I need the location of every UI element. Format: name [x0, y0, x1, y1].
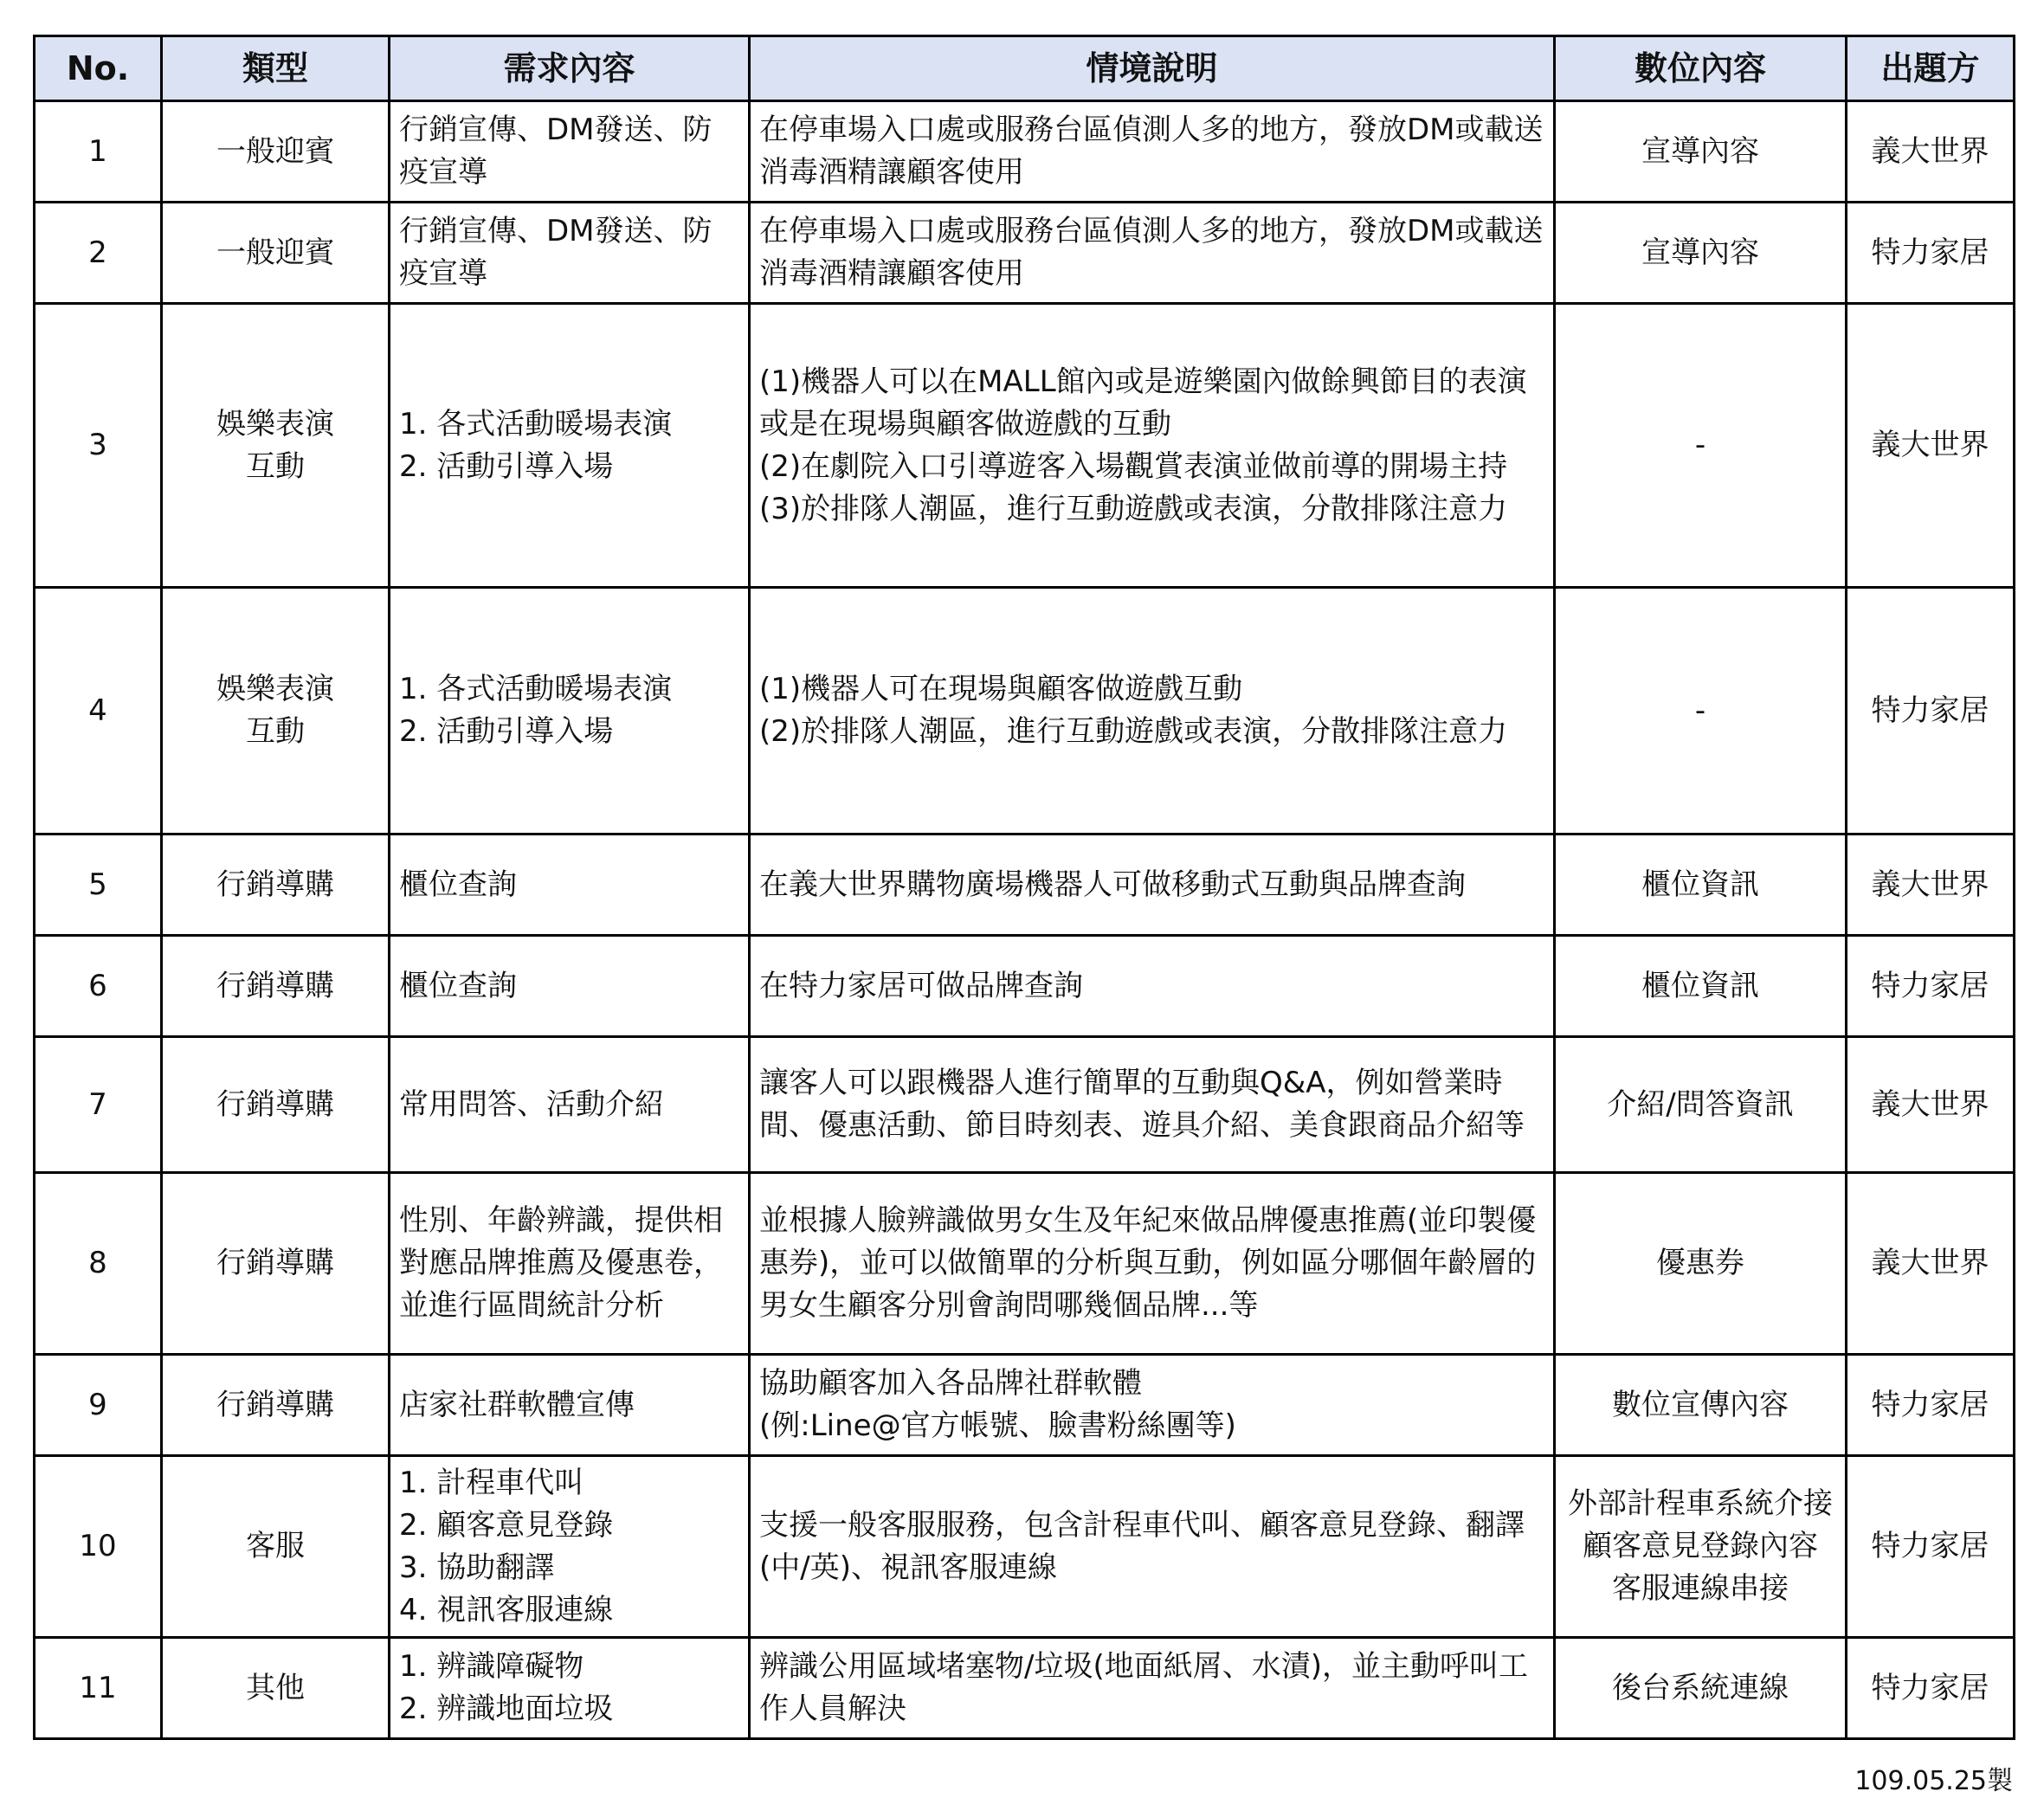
cell-type: [162, 203, 390, 304]
cell-digital: [1555, 1173, 1847, 1355]
cell-digital: [1555, 1037, 1847, 1173]
cell-scenario: [750, 936, 1555, 1037]
cell-type-line: 互動: [246, 448, 305, 484]
cell-scenario-line: 並根據人臉辨識做男女生及年紀來做品牌優惠推薦(並印製優惠券)，並可以做簡單的分析與互動，例如區分哪個年齡層的男女生顧客分別會詢問哪幾個品牌...等: [759, 1203, 1537, 1323]
table-row: [35, 588, 2015, 835]
cell-source: 特力家居: [1847, 588, 2015, 835]
header-row: [35, 36, 2015, 101]
cell-scenario-line: (例:Line@官方帳號、臉書粉絲團等): [759, 1408, 1236, 1443]
cell-need-line: 1. 計程車代叫: [399, 1465, 584, 1500]
table-row: [35, 304, 2015, 588]
cell-source: 特力家居: [1847, 1355, 2015, 1456]
cell-digital-line: 後台系統連線: [1612, 1670, 1789, 1705]
cell-type: [162, 1638, 390, 1739]
cell-digital-line: 宣導內容: [1641, 133, 1759, 169]
cell-need-line: 2. 活動引導入場: [399, 714, 614, 749]
cell-need-line: 3. 協助翻譯: [399, 1550, 555, 1585]
cell-type-line: 其他: [246, 1670, 305, 1705]
cell-need-line: 櫃位查詢: [399, 968, 517, 1003]
cell-need: [390, 1456, 750, 1638]
cell-need: [390, 1037, 750, 1173]
cell-type: [162, 1037, 390, 1173]
cell-digital-line: -: [1694, 428, 1706, 462]
cell-no: 11: [35, 1638, 162, 1739]
cell-scenario: [750, 1355, 1555, 1456]
cell-scenario: [750, 203, 1555, 304]
header-no: No.: [35, 36, 162, 101]
table-header: [35, 36, 2015, 101]
cell-need: [390, 101, 750, 203]
cell-digital-line: 客服連線串接: [1612, 1571, 1789, 1606]
cell-need: [390, 1173, 750, 1355]
cell-no: 1: [35, 101, 162, 203]
cell-type-line: 一般迎賓: [216, 133, 334, 169]
cell-need-line: 2. 顧客意見登錄: [399, 1507, 614, 1543]
cell-need-line: 2. 辨識地面垃圾: [399, 1692, 614, 1726]
cell-need-line: 1. 各式活動暖場表演: [399, 672, 673, 706]
cell-no: 10: [35, 1456, 162, 1638]
cell-digital-line: 宣導內容: [1641, 235, 1759, 270]
cell-digital: [1555, 835, 1847, 936]
cell-need-line: 行銷宣傳、DM發送、防疫宣導: [399, 113, 712, 190]
cell-need-line: 常用問答、活動介紹: [399, 1086, 664, 1122]
cell-no: 6: [35, 936, 162, 1037]
cell-digital: [1555, 203, 1847, 304]
cell-type-line: 行銷導購: [216, 867, 334, 902]
cell-no: 2: [35, 203, 162, 304]
cell-type-line: 行銷導購: [216, 968, 334, 1003]
table-row: [35, 101, 2015, 203]
cell-need-line: 2. 活動引導入場: [399, 448, 614, 484]
header-digital: 數位內容: [1555, 36, 1847, 101]
cell-source: 義大世界: [1847, 101, 2015, 203]
cell-digital-line: 顧客意見登錄內容: [1583, 1529, 1818, 1563]
table-row: [35, 936, 2015, 1037]
cell-need-line: 櫃位查詢: [399, 867, 517, 902]
header-need: 需求內容: [390, 36, 750, 101]
cell-scenario-line: (1)機器人可在現場與顧客做遊戲互動: [759, 672, 1243, 706]
cell-no: 8: [35, 1173, 162, 1355]
cell-need: [390, 588, 750, 835]
cell-scenario: [750, 304, 1555, 588]
date-note: 109.05.25製: [1854, 1766, 2013, 1796]
cell-need-line: 1. 辨識障礙物: [399, 1649, 584, 1684]
cell-type-line: 行銷導購: [216, 1387, 334, 1422]
cell-source: 特力家居: [1847, 203, 2015, 304]
cell-digital-line: 櫃位資訊: [1641, 867, 1759, 902]
cell-scenario-line: (1)機器人可以在MALL館內或是遊樂園內做餘興節目的表演或是在現場與顧客做遊戲的互動: [759, 364, 1527, 441]
cell-scenario-line: 在特力家居可做品牌查詢: [759, 968, 1083, 1003]
cell-digital: [1555, 304, 1847, 588]
cell-scenario: [750, 835, 1555, 936]
cell-no: 4: [35, 588, 162, 835]
cell-need-line: 1. 各式活動暖場表演: [399, 406, 673, 441]
cell-type-line: 行銷導購: [216, 1246, 334, 1280]
cell-digital: [1555, 1638, 1847, 1739]
table-row: [35, 203, 2015, 304]
cell-scenario-line: (3)於排隊人潮區，進行互動遊戲或表演，分散排隊注意力: [759, 491, 1508, 526]
cell-type-line: 客服: [246, 1529, 305, 1563]
cell-scenario-line: (2)於排隊人潮區，進行互動遊戲或表演，分散排隊注意力: [759, 714, 1508, 749]
table-row: [35, 1456, 2015, 1638]
header-source: 出題方: [1847, 36, 2015, 101]
cell-scenario-line: 協助顧客加入各品牌社群軟體: [759, 1366, 1142, 1401]
cell-source: 特力家居: [1847, 1638, 2015, 1739]
cell-digital-line: -: [1694, 693, 1706, 728]
cell-source: 義大世界: [1847, 1173, 2015, 1355]
cell-no: 3: [35, 304, 162, 588]
cell-scenario-line: 在停車場入口處或服務台區偵測人多的地方，發放DM或載送消毒酒精讓顧客使用: [759, 113, 1544, 190]
cell-need-line: 4. 視訊客服連線: [399, 1592, 614, 1627]
cell-scenario: [750, 588, 1555, 835]
cell-digital-line: 櫃位資訊: [1641, 968, 1759, 1003]
table-body: [35, 101, 2015, 1739]
cell-digital: [1555, 936, 1847, 1037]
cell-source: 義大世界: [1847, 835, 2015, 936]
cell-type-line: 娛樂表演: [216, 406, 334, 441]
cell-digital: [1555, 1355, 1847, 1456]
cell-need-line: 店家社群軟體宣傳: [399, 1387, 635, 1422]
cell-type: [162, 1456, 390, 1638]
cell-type-line: 互動: [246, 714, 305, 749]
cell-type: [162, 1355, 390, 1456]
cell-scenario-line: 支援一般客服服務，包含計程車代叫、顧客意見登錄、翻譯(中/英)、視訊客服連線: [759, 1507, 1525, 1585]
cell-need: [390, 1638, 750, 1739]
cell-digital: [1555, 588, 1847, 835]
cell-no: 5: [35, 835, 162, 936]
table-row: [35, 1173, 2015, 1355]
cell-need: [390, 835, 750, 936]
cell-digital: [1555, 101, 1847, 203]
cell-need: [390, 304, 750, 588]
cell-no: 9: [35, 1355, 162, 1456]
cell-type: [162, 1173, 390, 1355]
cell-need: [390, 203, 750, 304]
cell-scenario-line: 在停車場入口處或服務台區偵測人多的地方，發放DM或載送消毒酒精讓顧客使用: [759, 214, 1544, 291]
cell-scenario: [750, 1173, 1555, 1355]
cell-source: 特力家居: [1847, 936, 2015, 1037]
cell-digital-line: 數位宣傳內容: [1612, 1387, 1789, 1422]
cell-need: [390, 1355, 750, 1456]
cell-digital-line: 外部計程車系統介接: [1568, 1486, 1833, 1521]
cell-scenario: [750, 1456, 1555, 1638]
cell-need-line: 行銷宣傳、DM發送、防疫宣導: [399, 214, 712, 291]
cell-scenario-line: 在義大世界購物廣場機器人可做移動式互動與品牌查詢: [759, 867, 1466, 902]
cell-type-line: 行銷導購: [216, 1086, 334, 1122]
table-row: [35, 835, 2015, 936]
table-row: [35, 1355, 2015, 1456]
cell-digital: [1555, 1456, 1847, 1638]
cell-scenario: [750, 1037, 1555, 1173]
cell-scenario-line: (2)在劇院入口引導遊客入場觀賞表演並做前導的開場主持: [759, 448, 1508, 484]
cell-type: [162, 835, 390, 936]
cell-source: 義大世界: [1847, 304, 2015, 588]
cell-type-line: 娛樂表演: [216, 672, 334, 706]
cell-need: [390, 936, 750, 1037]
cell-digital-line: 介紹/問答資訊: [1607, 1086, 1794, 1122]
cell-source: 特力家居: [1847, 1456, 2015, 1638]
requirements-table: [33, 35, 2015, 1740]
cell-scenario: [750, 1638, 1555, 1739]
table-row: [35, 1037, 2015, 1173]
cell-type: [162, 101, 390, 203]
cell-scenario: [750, 101, 1555, 203]
cell-source: 義大世界: [1847, 1037, 2015, 1173]
cell-need-line: 性別、年齡辨識，提供相對應品牌推薦及優惠卷，並進行區間統計分析: [399, 1203, 723, 1323]
header-scenario: 情境說明: [750, 36, 1555, 101]
cell-scenario-line: 讓客人可以跟機器人進行簡單的互動與Q&A，例如營業時間、優惠活動、節目時刻表、遊具介紹、美食跟商品介紹等: [759, 1066, 1525, 1143]
cell-scenario-line: 辨識公用區域堵塞物/垃圾(地面紙屑、水漬)，並主動呼叫工作人員解決: [759, 1649, 1528, 1726]
cell-type: [162, 304, 390, 588]
cell-no: 7: [35, 1037, 162, 1173]
requirements-table-container: [33, 35, 2013, 1740]
cell-type: [162, 588, 390, 835]
header-type: 類型: [162, 36, 390, 101]
table-row: [35, 1638, 2015, 1739]
cell-digital-line: 優惠券: [1656, 1246, 1744, 1280]
cell-type: [162, 936, 390, 1037]
cell-type-line: 一般迎賓: [216, 235, 334, 270]
